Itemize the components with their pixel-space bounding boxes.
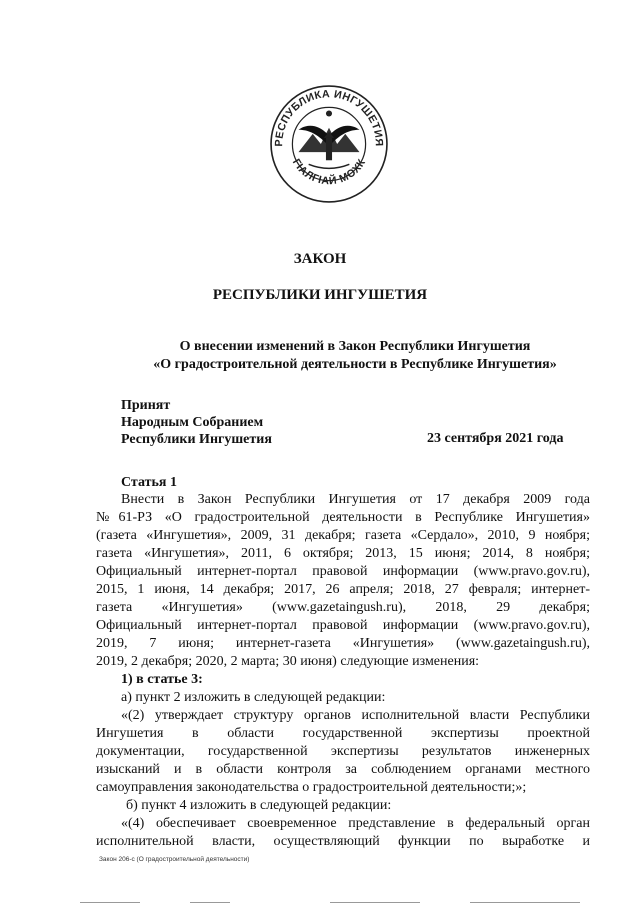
adoption-label: Принят bbox=[121, 398, 171, 413]
seal-emblem-icon bbox=[268, 83, 390, 205]
body-line: 2019, 7 июня; интернет-газета «Ингушетия» (www.gazetaingush.ru), bbox=[96, 636, 590, 651]
law-subject-line1: О внесении изменений в Закон Республики Ингушетия bbox=[179, 339, 531, 354]
quote-line: изысканий и в области контроля за соблюдением органами местного bbox=[96, 762, 590, 777]
quote-line: самоуправления законодательства о градостроительной деятельности;»; bbox=[96, 780, 527, 795]
adoption-republic: Республики Ингушетия bbox=[121, 432, 272, 447]
law-republic-title: РЕСПУБЛИКИ ИНГУШЕТИЯ bbox=[212, 287, 428, 303]
item-a: а) пункт 2 изложить в следующей редакции: bbox=[121, 690, 386, 705]
quote-line: исполнительной власти, осуществляющий функции по выработке и bbox=[96, 834, 590, 849]
article-heading: Статья 1 bbox=[121, 475, 177, 490]
quote-line: документации, государственной экспертизы результатов инженерных bbox=[96, 744, 590, 759]
body-line: Внести в Закон Республики Ингушетия от 17 декабря 2009 года bbox=[121, 492, 590, 507]
body-line: газета «Ингушетия», 2011, 6 октября; 2013, 15 июня; 2014, 8 ноября; bbox=[96, 546, 590, 561]
item-b: б) пункт 4 изложить в следующей редакции: bbox=[126, 798, 392, 813]
body-line: №61-РЗ «О градостроительной деятельности в Республике Ингушетия» bbox=[96, 510, 590, 525]
body-line: (газета «Ингушетия», 2009, 31 декабря; газета «Сердало», 2010, 9 ноября; bbox=[96, 528, 590, 543]
law-title: ЗАКОН bbox=[293, 251, 347, 267]
body-line: 2019, 2 декабря; 2020, 2 марта; 30 июня) следующие изменения: bbox=[96, 654, 480, 669]
svg-text:РЕСПУБЛИКА ИНГУШЕТИЯ: РЕСПУБЛИКА ИНГУШЕТИЯ bbox=[273, 88, 385, 147]
page-footer: Закон 206-с (О градостроительной деятельности) bbox=[99, 856, 250, 863]
body-line: 2015, 1 июня, 14 декабря; 2017, 26 апреля; 2018, 27 февраля; интернет- bbox=[96, 582, 590, 597]
quote-line: «(4) обеспечивает своевременное представление в федеральный орган bbox=[121, 816, 590, 831]
item1-heading: 1) в статье 3: bbox=[121, 672, 203, 687]
body-line: газета «Ингушетия» (www.gazetaingush.ru), 2018, 29 декабря; bbox=[96, 600, 590, 615]
scan-edge-artifact bbox=[0, 899, 640, 905]
adoption-date: 23 сентября 2021 года bbox=[427, 431, 564, 446]
quote-line: Ингушетия в области государственной экспертизы проектной bbox=[96, 726, 590, 741]
quote-line: «(2) утверждает структуру органов исполнительной власти Республики bbox=[121, 708, 590, 723]
coat-of-arms-seal bbox=[268, 83, 390, 205]
body-line: Официальный интернет-портал правовой информации (www.pravo.gov.ru), bbox=[96, 618, 590, 633]
law-subject-line2: «О градостроительной деятельности в Республике Ингушетия» bbox=[153, 357, 557, 372]
svg-text:ГIАЛГIАЙ МОХК: ГIАЛГIАЙ МОХК bbox=[289, 156, 369, 188]
adoption-body: Народным Собранием bbox=[121, 415, 264, 430]
body-line: Официальный интернет-портал правовой информации (www.pravo.gov.ru), bbox=[96, 564, 590, 579]
